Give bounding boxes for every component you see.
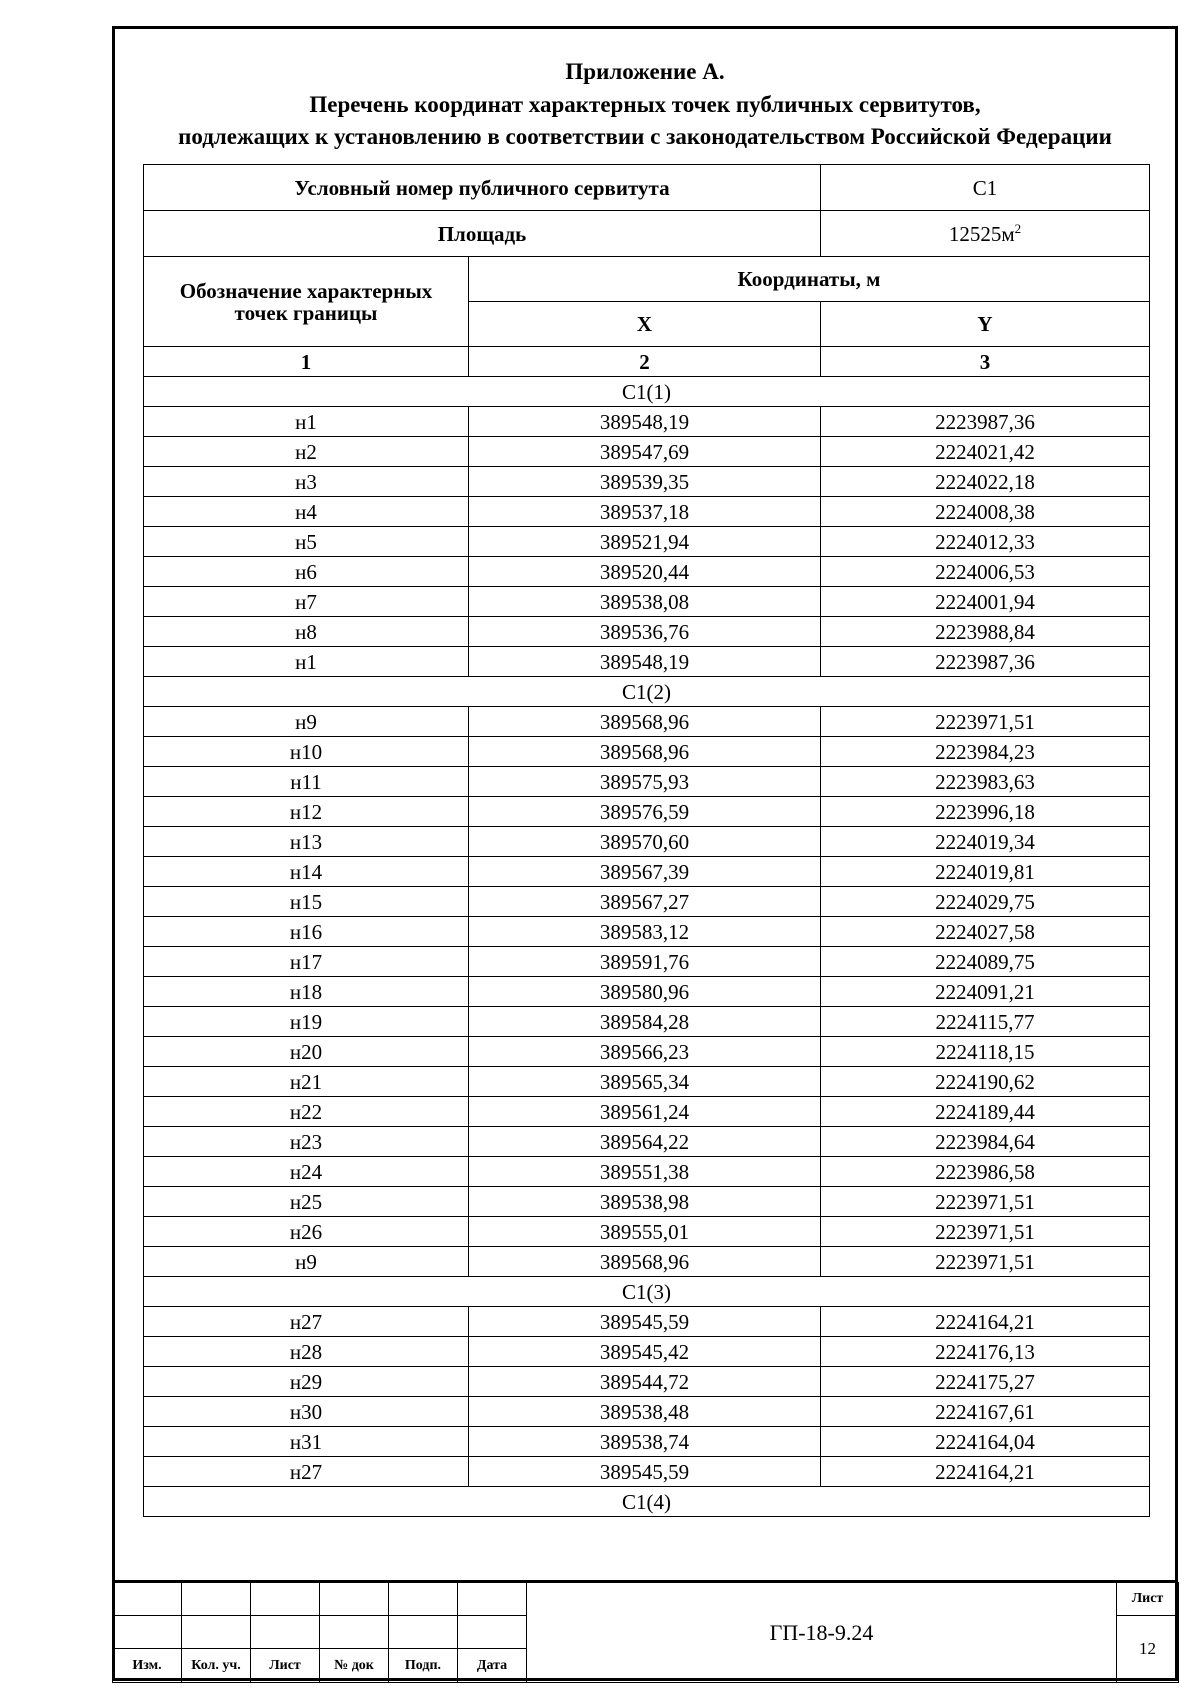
point-name: н6: [144, 557, 469, 587]
point-name: н29: [144, 1367, 469, 1397]
column-number-2: 2: [469, 347, 821, 377]
stamp-cell: [182, 1616, 251, 1649]
point-name: н12: [144, 797, 469, 827]
point-name: н10: [144, 737, 469, 767]
point-name: н19: [144, 1007, 469, 1037]
section-row: [144, 677, 1150, 707]
table-row: [144, 917, 1150, 947]
servitude-number-label: Условный номер публичного сервитута: [144, 165, 821, 211]
y-column-header: Y: [821, 302, 1150, 347]
appendix-title: Приложение А.: [565, 59, 725, 84]
x-coordinate: 389538,48: [469, 1397, 821, 1427]
table-row: [144, 1367, 1150, 1397]
point-name: н28: [144, 1337, 469, 1367]
table-row: [144, 947, 1150, 977]
y-coordinate: 2224164,04: [821, 1427, 1150, 1457]
y-coordinate: 2224167,61: [821, 1397, 1150, 1427]
point-name: н5: [144, 527, 469, 557]
y-coordinate: 2224190,62: [821, 1067, 1150, 1097]
y-coordinate: 2224019,34: [821, 827, 1150, 857]
table-row: [144, 887, 1150, 917]
area-number: 12525м: [948, 221, 1015, 246]
stamp-cell: [458, 1616, 527, 1649]
table-row: [144, 1397, 1150, 1427]
x-coordinate: 389548,19: [469, 647, 821, 677]
section-name: С1(3): [144, 1277, 1150, 1307]
table-row: [144, 1427, 1150, 1457]
section-name: С1(4): [144, 1487, 1150, 1517]
y-coordinate: 2224115,77: [821, 1007, 1150, 1037]
point-name: н17: [144, 947, 469, 977]
points-label: Обозначение характерных точек границы: [144, 257, 469, 347]
point-name: н31: [144, 1427, 469, 1457]
stamp-label-date: Дата: [458, 1649, 527, 1683]
point-name: н26: [144, 1217, 469, 1247]
y-coordinate: 2223996,18: [821, 797, 1150, 827]
point-name: н11: [144, 767, 469, 797]
y-coordinate: 2223971,51: [821, 1187, 1150, 1217]
y-coordinate: 2224164,21: [821, 1457, 1150, 1487]
x-coordinate: 389545,59: [469, 1307, 821, 1337]
table-row: [144, 857, 1150, 887]
y-coordinate: 2224001,94: [821, 587, 1150, 617]
stamp-label-doc-number: № док: [320, 1649, 389, 1683]
point-name: н13: [144, 827, 469, 857]
stamp-label-count: Кол. уч.: [182, 1649, 251, 1683]
x-coordinate: 389548,19: [469, 407, 821, 437]
x-coordinate: 389568,96: [469, 737, 821, 767]
area-value: [821, 211, 1150, 257]
x-coordinate: 389545,42: [469, 1337, 821, 1367]
table-row: [144, 797, 1150, 827]
point-name: н14: [144, 857, 469, 887]
x-coordinate: 389561,24: [469, 1097, 821, 1127]
y-coordinate: 2223971,51: [821, 707, 1150, 737]
table-row: [144, 737, 1150, 767]
x-coordinate: 389538,74: [469, 1427, 821, 1457]
table-row: [144, 1007, 1150, 1037]
y-coordinate: 2223986,58: [821, 1157, 1150, 1187]
y-coordinate: 2224029,75: [821, 887, 1150, 917]
y-coordinate: 2223987,36: [821, 647, 1150, 677]
x-coordinate: 389568,96: [469, 1247, 821, 1277]
x-coordinate: 389555,01: [469, 1217, 821, 1247]
section-name: С1(1): [144, 377, 1150, 407]
stamp-cell: [389, 1616, 458, 1649]
y-coordinate: 2224019,81: [821, 857, 1150, 887]
x-coordinate: 389520,44: [469, 557, 821, 587]
stamp-cell: [182, 1583, 251, 1616]
stamp-cell: [320, 1616, 389, 1649]
section-row: [144, 1277, 1150, 1307]
x-coordinate: 389576,59: [469, 797, 821, 827]
table-row: [144, 1127, 1150, 1157]
section-row: [144, 1487, 1150, 1517]
point-name: н3: [144, 467, 469, 497]
point-name: н21: [144, 1067, 469, 1097]
y-coordinate: 2224175,27: [821, 1367, 1150, 1397]
table-row: [144, 1217, 1150, 1247]
table-row: [144, 437, 1150, 467]
servitude-number-value: С1: [821, 165, 1150, 211]
y-coordinate: 2224189,44: [821, 1097, 1150, 1127]
point-name: н1: [144, 647, 469, 677]
table-row: [144, 767, 1150, 797]
stamp-label-change: Изм.: [113, 1649, 182, 1683]
y-coordinate: 2224176,13: [821, 1337, 1150, 1367]
point-name: н15: [144, 887, 469, 917]
point-name: н27: [144, 1307, 469, 1337]
column-number-1: 1: [144, 347, 469, 377]
x-coordinate: 389575,93: [469, 767, 821, 797]
coordinates-label: Координаты, м: [469, 257, 1150, 302]
table-row: [144, 827, 1150, 857]
table-row: [144, 1187, 1150, 1217]
table-row: [144, 617, 1150, 647]
table-row: [144, 1157, 1150, 1187]
y-coordinate: 2224164,21: [821, 1307, 1150, 1337]
y-coordinate: 2223987,36: [821, 407, 1150, 437]
x-coordinate: 389545,59: [469, 1457, 821, 1487]
table-row: [144, 587, 1150, 617]
x-coordinate: 389539,35: [469, 467, 821, 497]
x-coordinate: 389521,94: [469, 527, 821, 557]
table-row: [144, 467, 1150, 497]
section-name: С1(2): [144, 677, 1150, 707]
x-coordinate: 389538,08: [469, 587, 821, 617]
appendix-subtitle-line1: Перечень координат характерных точек публичных сервитутов,: [309, 92, 981, 117]
x-coordinate: 389565,34: [469, 1067, 821, 1097]
stamp-cell: [458, 1583, 527, 1616]
x-coordinate: 389570,60: [469, 827, 821, 857]
x-coordinate: 389537,18: [469, 497, 821, 527]
table-row: [144, 1457, 1150, 1487]
x-coordinate: 389583,12: [469, 917, 821, 947]
point-name: н8: [144, 617, 469, 647]
table-row: [144, 1247, 1150, 1277]
x-coordinate: 389536,76: [469, 617, 821, 647]
table-row: [144, 647, 1150, 677]
stamp-cell: [113, 1583, 182, 1616]
x-coordinate: 389567,27: [469, 887, 821, 917]
point-name: н30: [144, 1397, 469, 1427]
point-name: н4: [144, 497, 469, 527]
point-name: н18: [144, 977, 469, 1007]
stamp-cell: [251, 1616, 320, 1649]
x-column-header: X: [469, 302, 821, 347]
x-coordinate: 389538,98: [469, 1187, 821, 1217]
x-coordinate: 389568,96: [469, 707, 821, 737]
stamp-cell: [113, 1616, 182, 1649]
y-coordinate: 2224012,33: [821, 527, 1150, 557]
y-coordinate: 2224022,18: [821, 467, 1150, 497]
point-name: н20: [144, 1037, 469, 1067]
y-coordinate: 2224118,15: [821, 1037, 1150, 1067]
table-row: [144, 407, 1150, 437]
point-name: н24: [144, 1157, 469, 1187]
table-row: [144, 1097, 1150, 1127]
y-coordinate: 2223983,63: [821, 767, 1150, 797]
table-row: [144, 497, 1150, 527]
point-name: н7: [144, 587, 469, 617]
x-coordinate: 389567,39: [469, 857, 821, 887]
sheet-number: 12: [1117, 1616, 1179, 1683]
y-coordinate: 2224091,21: [821, 977, 1150, 1007]
stamp-cell: [320, 1583, 389, 1616]
point-name: н1: [144, 407, 469, 437]
x-coordinate: 389591,76: [469, 947, 821, 977]
area-label: Площадь: [144, 211, 821, 257]
table-row: [144, 1307, 1150, 1337]
stamp-cell: [389, 1583, 458, 1616]
y-coordinate: 2224027,58: [821, 917, 1150, 947]
stamp-cell: [251, 1583, 320, 1616]
point-name: н9: [144, 707, 469, 737]
x-coordinate: 389547,69: [469, 437, 821, 467]
y-coordinate: 2224089,75: [821, 947, 1150, 977]
point-name: н16: [144, 917, 469, 947]
y-coordinate: 2223984,23: [821, 737, 1150, 767]
x-coordinate: 389551,38: [469, 1157, 821, 1187]
title-block-top-border: [112, 1580, 1178, 1583]
x-coordinate: 389544,72: [469, 1367, 821, 1397]
y-coordinate: 2223984,64: [821, 1127, 1150, 1157]
table-row: [144, 527, 1150, 557]
table-row: [144, 977, 1150, 1007]
document-code: ГП-18-9.24: [527, 1583, 1117, 1683]
table-row: [144, 1037, 1150, 1067]
sheet-label: Лист: [1117, 1583, 1179, 1616]
area-unit-superscript: 2: [1014, 220, 1022, 236]
point-name: н22: [144, 1097, 469, 1127]
table-row: [144, 1337, 1150, 1367]
appendix-subtitle-line2: подлежащих к установлению в соответствии с законодательством Российской Федерации: [178, 124, 1112, 149]
point-name: н27: [144, 1457, 469, 1487]
y-coordinate: 2224021,42: [821, 437, 1150, 467]
stamp-label-signature: Подп.: [389, 1649, 458, 1683]
table-row: [144, 707, 1150, 737]
stamp-label-sheet: Лист: [251, 1649, 320, 1683]
x-coordinate: 389584,28: [469, 1007, 821, 1037]
y-coordinate: 2223971,51: [821, 1247, 1150, 1277]
section-row: [144, 377, 1150, 407]
point-name: н9: [144, 1247, 469, 1277]
table-row: [144, 1067, 1150, 1097]
column-number-3: 3: [821, 347, 1150, 377]
table-row: [144, 557, 1150, 587]
y-coordinate: 2223971,51: [821, 1217, 1150, 1247]
x-coordinate: 389580,96: [469, 977, 821, 1007]
y-coordinate: 2224006,53: [821, 557, 1150, 587]
coordinates-table: [143, 164, 1150, 1517]
y-coordinate: 2223988,84: [821, 617, 1150, 647]
y-coordinate: 2224008,38: [821, 497, 1150, 527]
x-coordinate: 389564,22: [469, 1127, 821, 1157]
point-name: н25: [144, 1187, 469, 1217]
point-name: н2: [144, 437, 469, 467]
x-coordinate: 389566,23: [469, 1037, 821, 1067]
point-name: н23: [144, 1127, 469, 1157]
title-block: [112, 1582, 1179, 1683]
